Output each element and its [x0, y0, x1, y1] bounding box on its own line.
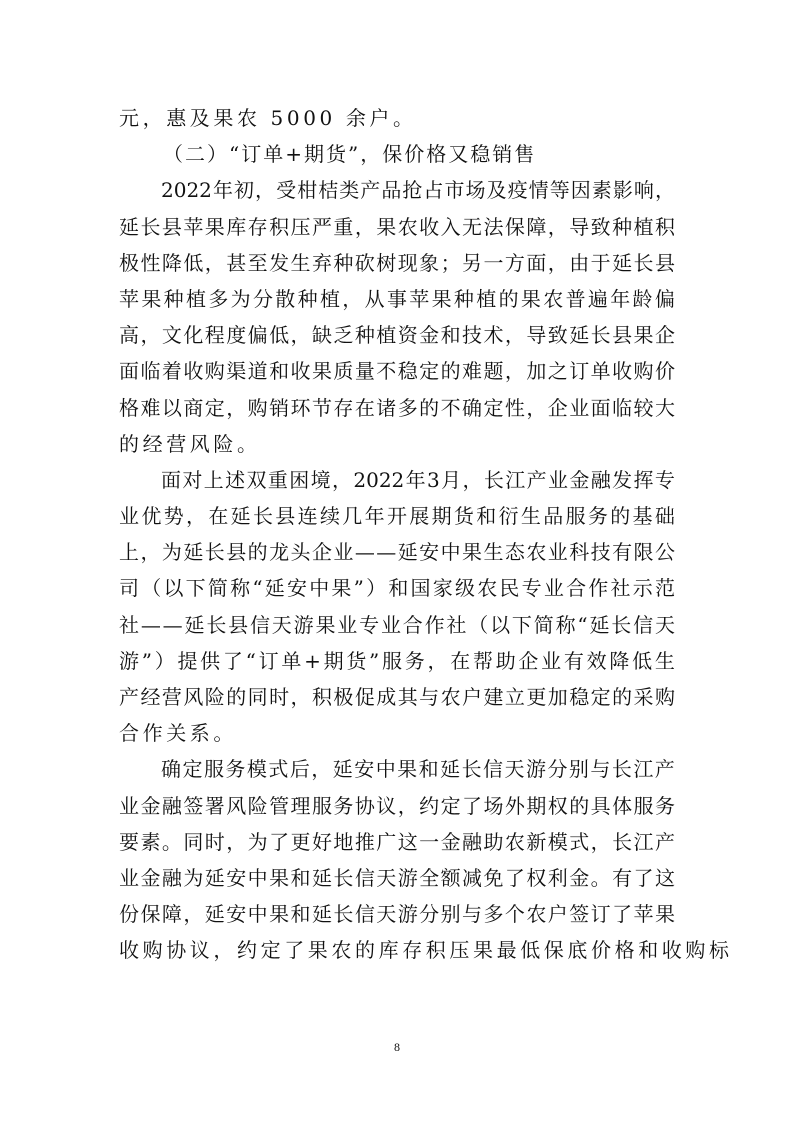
text-line: 游 ” ） 提 供 了 “ 订 单 + 期 货 ” 服 务 ， 在 帮 助 企 业 有 效 降 低 生: [119, 648, 675, 673]
text-line: 份 保 障 ， 延 安 中 果 和 延 长 信 天 游 分 别 与 多 个 农 户 签 订 了 苹 果: [119, 902, 675, 927]
paragraph: [119, 751, 733, 968]
text-line: 要 素 。 同 时 ， 为 了 更 好 地 推 广 这 一 金 融 助 农 新 模 式 ， 长 江 产: [119, 829, 675, 854]
text-line: 社 — — 延 长 县 信 天 游 果 业 专 业 合 作 社 （ 以 下 简 称 “ 延 长 信 天: [119, 612, 675, 637]
text-line: 业 金 融 为 延 安 中 果 和 延 长 信 天 游 全 额 减 免 了 权 利 金 。 有 了 这: [119, 865, 675, 890]
text-line: 合作关系。: [119, 721, 237, 746]
text-line: 业 金 融 签 署 风 险 管 理 服 务 协 议 ， 约 定 了 场 外 期 权 的 具 体 服 务: [119, 793, 675, 818]
text-line: 格 难 以 商 定 ， 购 销 环 节 存 在 诸 多 的 不 确 定 性 ， 企 业 面 临 较 大: [119, 395, 675, 420]
text-line: 面 对 上 述 双 重 困 境 ， 2022 年 3 月 ， 长 江 产 业 金 融 发 挥 专: [161, 467, 675, 492]
page-number: 8: [394, 1040, 400, 1054]
text-line: 2022 年 初 ， 受 柑 桔 类 产 品 抢 占 市 场 及 疫 情 等 因 素 影 响 ，: [161, 178, 675, 203]
text-line: 司 （ 以 下 简 称 “ 延 安 中 果 ” ） 和 国 家 级 农 民 专 业 合 作 社 示 范: [119, 576, 675, 601]
text-line: 业 优 势 ， 在 延 长 县 连 续 几 年 开 展 期 货 和 衍 生 品 服 务 的 基 础: [119, 504, 675, 529]
text-line: 极 性 降 低 ， 甚 至 发 生 弃 种 砍 树 现 象 ； 另 一 方 面 ， 由 于 延 长 县: [119, 250, 675, 275]
text-line: 产 经 营 风 险 的 同 时 ， 积 极 促 成 其 与 农 户 建 立 更 加 稳 定 的 采 购: [119, 685, 675, 709]
text-line: 苹 果 种 植 多 为 分 散 种 植 ， 从 事 苹 果 种 植 的 果 农 普 遍 年 龄 偏: [119, 286, 675, 311]
paragraphs: [119, 172, 733, 968]
paragraph: [119, 462, 675, 752]
section-heading: （二）“订单+期货”，保价格又稳销售: [163, 142, 537, 167]
text-line: 收购协议，约定了果农的库存积压果最低保底价格和收购标: [119, 938, 733, 963]
document-body: [119, 100, 733, 969]
text-line: 高 ， 文 化 程 度 偏 低 ， 缺 乏 种 植 资 金 和 技 术 ， 导 致 延 长 县 果 企: [119, 323, 675, 348]
lead-line: 元，惠及果农 5000 余户。: [119, 106, 417, 130]
text-line: 面 临 着 收 购 渠 道 和 收 果 质 量 不 稳 定 的 难 题 ， 加 之 订 单 收 购 价: [119, 359, 675, 384]
text-line: 上 ， 为 延 长 县 的 龙 头 企 业 — — 延 安 中 果 生 态 农 业 科 技 有 限 公: [119, 540, 675, 565]
paragraph: [119, 172, 675, 462]
text-line: 延 长 县 苹 果 库 存 积 压 严 重 ， 果 农 收 入 无 法 保 障 ， 导 致 种 植 积: [119, 214, 675, 239]
text-line: 的经营风险。: [119, 431, 261, 456]
text-line: 确 定 服 务 模 式 后 ， 延 安 中 果 和 延 长 信 天 游 分 别 与 长 江 产: [161, 757, 675, 782]
